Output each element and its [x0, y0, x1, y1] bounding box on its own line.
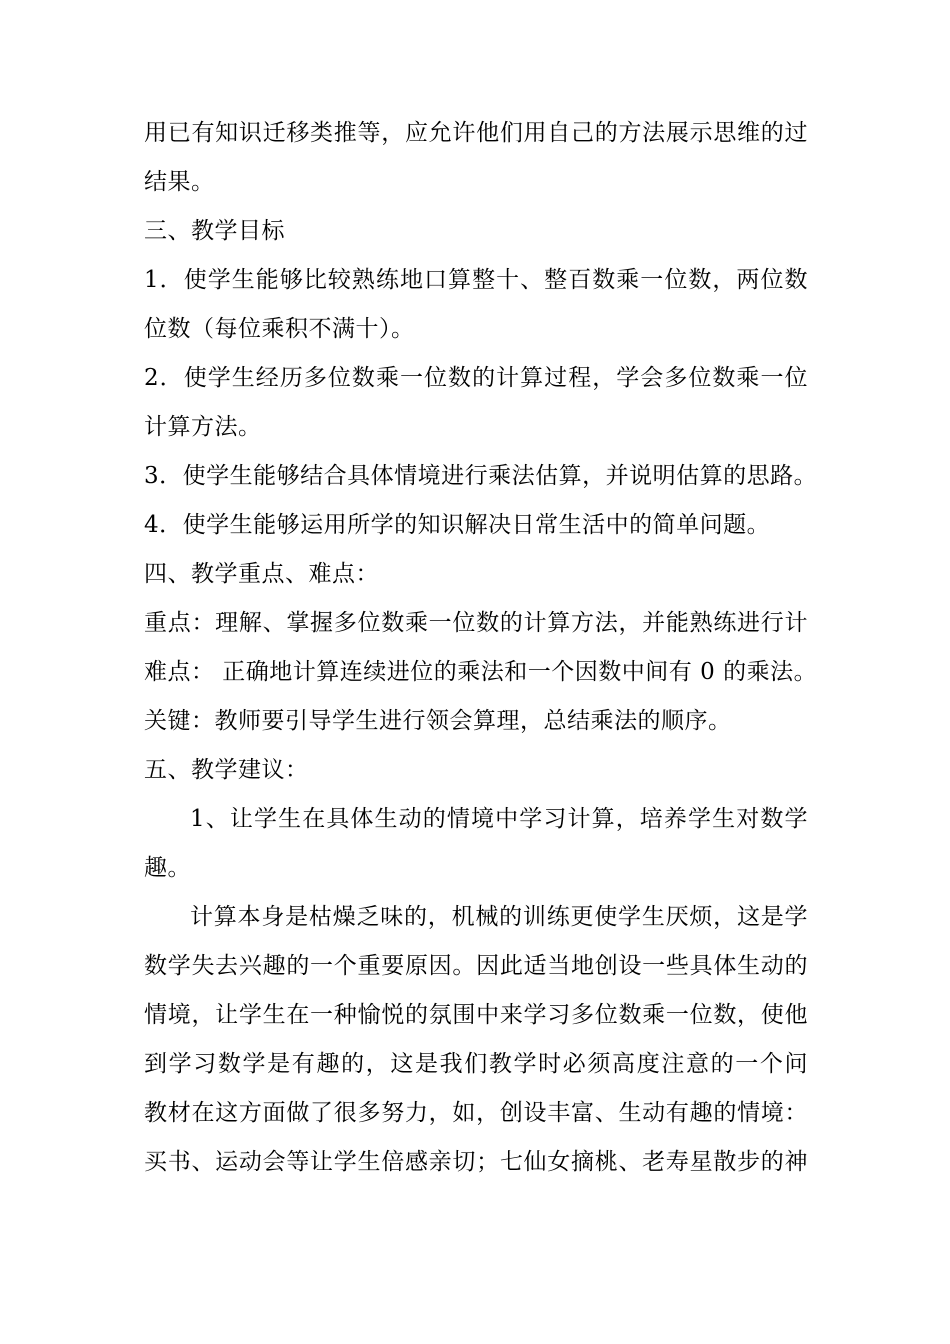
- paragraph-line: 趣。: [144, 855, 191, 881]
- list-item-line: 4．使学生能够运用所学的知识解决日常生活中的简单问题。: [144, 512, 771, 538]
- paragraph-line: 教材在这方面做了很多努力，如，创设丰富、生动有趣的情境：: [144, 1100, 808, 1126]
- list-item-line: 1．使学生能够比较熟练地口算整十、整百数乘一位数，两位数: [144, 267, 808, 293]
- section-heading: 四、教学重点、难点：: [144, 561, 379, 587]
- paragraph-line: 计算本身是枯燥乏味的，机械的训练更使学生厌烦，这是学: [190, 904, 808, 930]
- list-item-line: 计算方法。: [144, 414, 262, 440]
- paragraph-line: 关键：教师要引导学生进行领会算理，总结乘法的顺序。: [144, 708, 732, 734]
- document-page: [144, 109, 818, 1187]
- paragraph-line: 重点：理解、掌握多位数乘一位数的计算方法，并能熟练进行计: [144, 610, 808, 636]
- paragraph-line: 买书、运动会等让学生倍感亲切；七仙女摘桃、老寿星散步的神: [144, 1149, 808, 1175]
- list-item-line: 2．使学生经历多位数乘一位数的计算过程，学会多位数乘一位: [144, 365, 808, 391]
- paragraph-line: 情境，让学生在一种愉悦的氛围中来学习多位数乘一位数，使他: [144, 1002, 808, 1028]
- list-item-line: 位数（每位乘积不满十）。: [144, 316, 415, 342]
- paragraph-line: 用已有知识迁移类推等，应允许他们用自己的方法展示思维的过: [144, 120, 808, 146]
- paragraph-line: 数学失去兴趣的一个重要原因。因此适当地创设一些具体生动的: [144, 953, 808, 979]
- section-heading: 五、教学建议：: [144, 757, 309, 783]
- paragraph-line: 难点： 正确地计算连续进位的乘法和一个因数中间有 0 的乘法。: [144, 659, 818, 685]
- paragraph-line: 到学习数学是有趣的，这是我们教学时必须高度注意的一个问: [144, 1051, 808, 1077]
- section-heading: 三、教学目标: [144, 218, 285, 244]
- list-item-line: 3．使学生能够结合具体情境进行乘法估算，并说明估算的思路。: [144, 463, 818, 489]
- paragraph-line: 结果。: [144, 169, 215, 195]
- paragraph-line: 1、让学生在具体生动的情境中学习计算，培养学生对数学: [190, 806, 808, 832]
